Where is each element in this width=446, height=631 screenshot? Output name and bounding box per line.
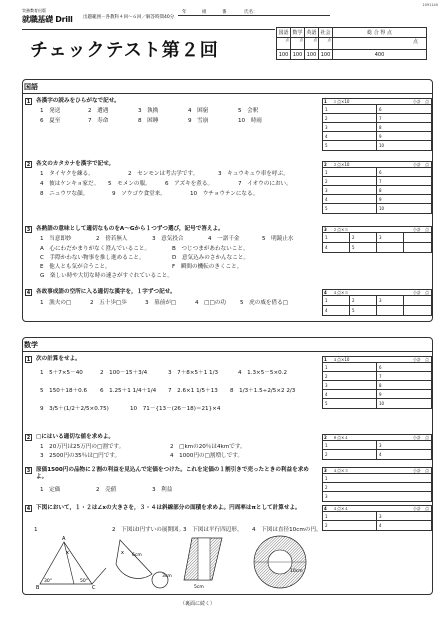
sugaku-q1-item-5: 5 150＋18＋0.6 bbox=[40, 388, 88, 394]
kokugo-q2-item-5: 5 モメンの服。 bbox=[108, 181, 151, 187]
kokugo-q2-number: 2 bbox=[26, 162, 31, 168]
score-header-shakai: 社会 bbox=[319, 28, 333, 38]
kokugo-q3-choice-b: B つじつまがあわないこと。 bbox=[172, 246, 249, 252]
score-table bbox=[276, 27, 427, 60]
score-cell-shakai[interactable]: 点 bbox=[319, 38, 333, 50]
sugaku-q1-item-8: 8 1/3＋1.5÷2/5×2 2/3 bbox=[230, 388, 296, 394]
sugaku-q1-item-10: 10 71－{13－(26－18)＝21}×4 bbox=[130, 406, 221, 412]
fig-label-10cm: 10cm bbox=[290, 569, 303, 574]
group-label: 組 bbox=[202, 10, 207, 15]
score-max-sugaku: 100 bbox=[291, 50, 305, 60]
kokugo-q3-item-4: 4 一諾千金 bbox=[208, 236, 240, 242]
kokugo-q3-item-5: 5 明鏡止水 bbox=[262, 236, 294, 242]
sugaku-q1-item-1: 1 5＋7×5－40 bbox=[40, 370, 83, 376]
kokugo-q2-item-2: 2 センモンは考古学です。 bbox=[128, 171, 199, 177]
kokugo-q3-item-2: 2 傍若無人 bbox=[96, 236, 128, 242]
circle-figure bbox=[250, 532, 316, 592]
name-line[interactable] bbox=[178, 8, 330, 16]
kokugo-q3-answer-box[interactable]: 3 ２点×５ 小計 点 1 2 3 4 5 bbox=[322, 226, 432, 253]
document-code: 1091140 bbox=[422, 3, 438, 7]
kokugo-title: 国語 bbox=[24, 83, 38, 91]
sugaku-q4-number: 4 bbox=[26, 506, 31, 512]
kokugo-q2-item-8: 8 ニュウワな顔。 bbox=[40, 191, 89, 197]
kokugo-q4-item-5: 5 虎の威を借る□ bbox=[240, 300, 289, 306]
fig-label-c: C bbox=[92, 585, 96, 590]
kokugo-q1-prompt: 各漢字の読みをひらがなで記せ。 bbox=[36, 98, 120, 104]
fig-label-5cm: 5cm bbox=[194, 585, 204, 590]
kokugo-q4-answer-box[interactable]: 4 ４点×５ 小計 点 1 2 3 4 5 bbox=[322, 289, 432, 316]
kokugo-q3-choice-a: A 心にわだかまりがなく澄んでいること。 bbox=[40, 246, 151, 252]
kokugo-q1-item-1: 1 発送 bbox=[40, 108, 61, 114]
series-logo: 就職基礎 Drill bbox=[22, 15, 73, 24]
kokugo-q1-item-10: 10 時雨 bbox=[238, 118, 262, 124]
score-max-kokugo: 100 bbox=[277, 50, 291, 60]
sugaku-q4-item-2: 2 下図はl円すいの展開図。 bbox=[112, 527, 185, 533]
kokugo-q2-item-3: 3 キュウキュウ車を呼ぶ。 bbox=[218, 171, 289, 177]
kokugo-q4-item-2: 2 五十歩□歩 bbox=[90, 300, 127, 306]
name-label: 氏名： bbox=[244, 10, 258, 15]
sugaku-q4-item-4: 4 下図は直径10cmの円。 bbox=[252, 527, 322, 533]
page-title: チェックテスト第２回 bbox=[30, 40, 219, 61]
sugaku-q1-item-4: 4 1.3×5－5×0.2 bbox=[238, 370, 288, 376]
sugaku-q2-prompt: □にはいる適切な値を求めよ。 bbox=[36, 434, 115, 440]
score-cell-sugaku[interactable]: 点 bbox=[291, 38, 305, 50]
kokugo-q2-item-4: 4 彼はケンキョ家だ。 bbox=[40, 181, 100, 187]
sugaku-q2-number: 2 bbox=[26, 435, 31, 441]
kokugo-q1-item-4: 4 困窮 bbox=[188, 108, 209, 114]
sugaku-q3-answer-box[interactable]: 3 ４点×３ 小計 点 1 2 3 bbox=[322, 467, 432, 502]
kokugo-title-bar bbox=[22, 93, 433, 94]
score-cell-total[interactable]: 点 bbox=[333, 38, 427, 50]
score-max-shakai: 100 bbox=[319, 50, 333, 60]
publisher: 実務教育出版 bbox=[22, 8, 46, 13]
exam-range: 出題範囲－各教科４回～６回／解答時間40分 bbox=[83, 15, 175, 20]
kokugo-q1-item-8: 8 困睡 bbox=[138, 118, 159, 124]
sugaku-q3-item-1: 1 定価 bbox=[40, 487, 61, 493]
number-label: 番 bbox=[222, 10, 227, 15]
kokugo-q2-answer-box[interactable]: 2 ２点×10 小計 点 1 6 2 7 3 8 4 9 5 10 bbox=[322, 161, 432, 214]
kokugo-q4-item-4: 4 □□の功 bbox=[195, 300, 226, 306]
sugaku-q1-item-6: 6 1.25＋1 1/4＋1/4 bbox=[100, 388, 157, 394]
kokugo-q1-number: 1 bbox=[26, 99, 31, 105]
kokugo-q4-item-1: 1 漁夫の□ bbox=[40, 300, 72, 306]
sugaku-q1-item-9: 9 3/5＋(1/2＋2/5×0.75) bbox=[40, 406, 109, 412]
sugaku-q2-item-1: 1 20万円は25万円の□割です。 bbox=[40, 444, 125, 450]
sugaku-q2-item-3: 3 2500円の35％は□円です。 bbox=[40, 453, 121, 459]
sugaku-q2-item-4: 4 1000円の□割増しです。 bbox=[170, 453, 243, 459]
fig-label-50: 50° bbox=[80, 579, 88, 584]
sugaku-q1-answer-box[interactable]: 1 ４点×10 小計 点 1 6 2 7 3 8 4 9 5 10 bbox=[322, 356, 432, 409]
score-cell-eigo[interactable]: 点 bbox=[305, 38, 319, 50]
header-divider bbox=[22, 29, 275, 30]
kokugo-q1-item-2: 2 遭遇 bbox=[88, 108, 109, 114]
kokugo-q1-item-9: 9 雪崩 bbox=[188, 118, 209, 124]
kokugo-q1-item-5: 5 会釈 bbox=[238, 108, 259, 114]
kokugo-q2-prompt: 各文のカタカナを漢字で記せ。 bbox=[36, 161, 115, 167]
fig-label-6cm: 6cm bbox=[132, 553, 142, 558]
sugaku-q3-number: 3 bbox=[26, 468, 31, 474]
kokugo-q3-choice-d: D 意気込みのさかんなこと。 bbox=[172, 255, 250, 261]
kokugo-q3-choice-f: F 瞬間の機転のきくこと。 bbox=[172, 264, 243, 270]
kokugo-q3-item-1: 1 当意即妙 bbox=[40, 236, 72, 242]
kokugo-q3-number: 3 bbox=[26, 227, 31, 233]
sugaku-q1-item-3: 3 7＋8×5＋1 1/3 bbox=[168, 370, 219, 376]
sugaku-q4-item-3: 3 下図は平行四辺形。 bbox=[183, 527, 243, 533]
kokugo-q3-prompt: 各熟語の意味として適切なものをA～Gから１つずつ選び，記号で答えよ。 bbox=[36, 226, 224, 232]
sugaku-q3-prompt: 原価1500円の品物に２割の利益を見込んで定価をつけた。これを定価の１割引きで売ったときの利益を求めよ。 bbox=[36, 467, 309, 480]
kokugo-q1-item-6: 6 夏至 bbox=[40, 118, 61, 124]
kokugo-q4-prompt: 各故事成語の空所に入る適切な漢字を，１字ずつ記せ。 bbox=[36, 289, 176, 295]
sugaku-q1-item-2: 2 100－15＋3/4 bbox=[100, 370, 148, 376]
score-header-total: 総 合 得 点 bbox=[333, 28, 427, 38]
sugaku-q3-item-2: 2 売値 bbox=[96, 487, 117, 493]
kokugo-q4-number: 4 bbox=[26, 290, 31, 296]
kokugo-q1-item-7: 7 寿命 bbox=[88, 118, 109, 124]
kokugo-q3-choice-c: C 手際かわない物事を推し進めること。 bbox=[40, 255, 145, 261]
score-max-total: 400 bbox=[333, 50, 427, 60]
fig-label-b: B bbox=[36, 585, 40, 590]
sugaku-q1-number: 1 bbox=[26, 357, 31, 363]
sugaku-title: 数学 bbox=[24, 341, 38, 349]
parallelogram-figure bbox=[182, 534, 244, 590]
kokugo-q2-item-10: 10 ウチョウテンになる。 bbox=[190, 191, 259, 197]
sugaku-q2-answer-box[interactable]: 2 ８点×４ 小計 点 1 3 2 4 bbox=[322, 434, 432, 460]
kokugo-q4-item-3: 3 墓前が□ bbox=[145, 300, 177, 306]
kokugo-q2-item-9: 9 ソウゴウ食堂来。 bbox=[112, 191, 166, 197]
fig-label-30: 30° bbox=[44, 579, 52, 584]
fig-label-x1: x bbox=[66, 550, 69, 556]
score-header-sugaku: 数学 bbox=[291, 28, 305, 38]
sugaku-q1-prompt: 次の計算をせよ。 bbox=[36, 356, 81, 362]
page-footer: （裏面に続く） bbox=[180, 601, 216, 607]
score-header-eigo: 英語 bbox=[305, 28, 319, 38]
sugaku-q4-answer-box[interactable]: 4 ４点×４ 小計 点 1 3 2 4 bbox=[322, 505, 432, 531]
score-max-eigo: 100 bbox=[305, 50, 319, 60]
score-header-kokugo: 国語 bbox=[277, 28, 291, 38]
kokugo-q2-item-1: 1 タイヤクを練る。 bbox=[40, 171, 94, 177]
sugaku-q4-prompt: 下図において，１・２は∠xの大きさを，３・４は斜線部分の面積を求めよ。円周率はπとして計算せよ。 bbox=[36, 505, 301, 511]
sugaku-q2-item-2: 2 □kmの20％は4kmです。 bbox=[170, 444, 246, 450]
sugaku-q4-item-1: 1 bbox=[34, 527, 38, 533]
cone-net-figure bbox=[110, 534, 180, 590]
kokugo-q3-choice-g: G 楽しい時や大切な時の速さがすぐれていること。 bbox=[40, 273, 173, 279]
kokugo-q3-item-3: 3 意気投合 bbox=[152, 236, 184, 242]
kokugo-q1-item-3: 3 執拗 bbox=[138, 108, 159, 114]
year-label: 年 bbox=[182, 10, 187, 15]
score-cell-kokugo[interactable]: 点 bbox=[277, 38, 291, 50]
kokugo-q3-choice-e: E 他人とも気が合うこと。 bbox=[40, 264, 111, 270]
sugaku-title-bar bbox=[22, 351, 433, 352]
kokugo-q1-answer-box[interactable]: 1 １点×10 小計 点 1 6 2 7 3 8 4 9 5 10 bbox=[322, 98, 432, 151]
fig-label-a: A bbox=[62, 536, 66, 542]
sugaku-q3-item-3: 3 利益 bbox=[152, 487, 173, 493]
triangle-figure bbox=[30, 534, 110, 590]
fig-label-x2: x bbox=[121, 550, 124, 556]
kokugo-q2-item-6: 6 アズキを煮る。 bbox=[165, 181, 214, 187]
fig-label-3cm: 3cm bbox=[162, 574, 172, 579]
sugaku-q1-item-7: 7 2.6×1 1/5＋13 bbox=[168, 388, 218, 394]
kokugo-q2-item-7: 7 イオウのにおい。 bbox=[238, 181, 292, 187]
